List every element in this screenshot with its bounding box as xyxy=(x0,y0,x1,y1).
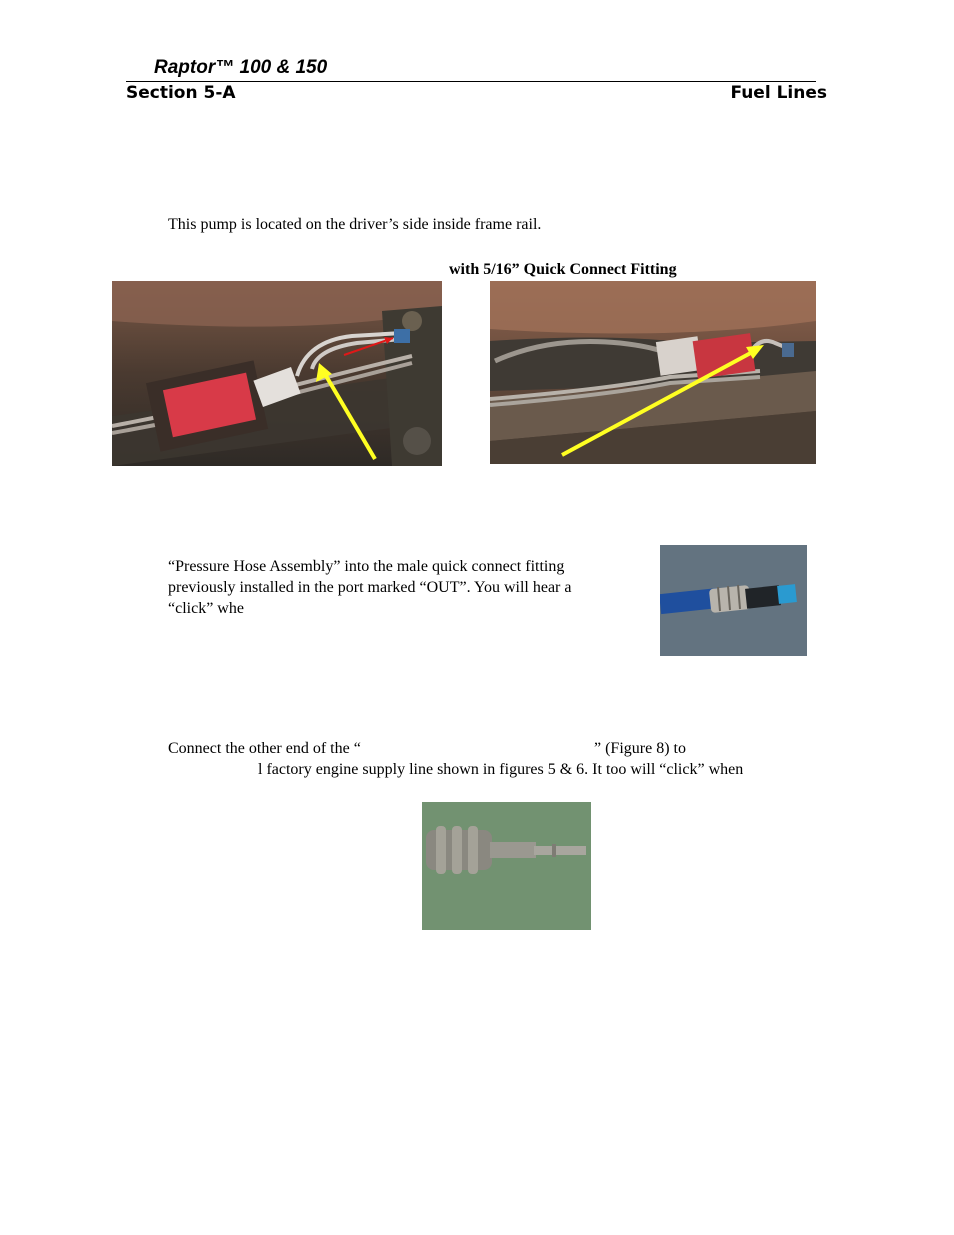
pump-location-text: This pump is located on the driver’s side inside frame rail. xyxy=(168,216,542,233)
pressure-hose-line-2: previously installed in the port marked “OUT”. You will hear a xyxy=(168,579,572,596)
section-label: Section 5-A xyxy=(126,83,236,103)
pressure-hose-line-3: “click” whe xyxy=(168,600,244,617)
pressure-hose-fitting-photo xyxy=(660,545,807,656)
connect-line-2: l factory engine supply line shown in figures 5 & 6. It too will “click” when xyxy=(258,761,744,778)
quick-connect-fitting-photo xyxy=(422,802,591,930)
pressure-hose-line-1: “Pressure Hose Assembly” into the male quick connect fitting xyxy=(168,558,565,575)
connect-line-1-end: ” (Figure 8) to xyxy=(594,740,686,757)
document-product-title: Raptor™ 100 & 150 xyxy=(154,57,328,78)
section-topic: Fuel Lines xyxy=(730,83,827,103)
fuel-pump-photo-right xyxy=(490,281,816,464)
fuel-pump-photo-left xyxy=(112,281,442,466)
fitting-caption: with 5/16” Quick Connect Fitting xyxy=(449,261,677,278)
connect-line-1-start: Connect the other end of the “ xyxy=(168,740,361,757)
